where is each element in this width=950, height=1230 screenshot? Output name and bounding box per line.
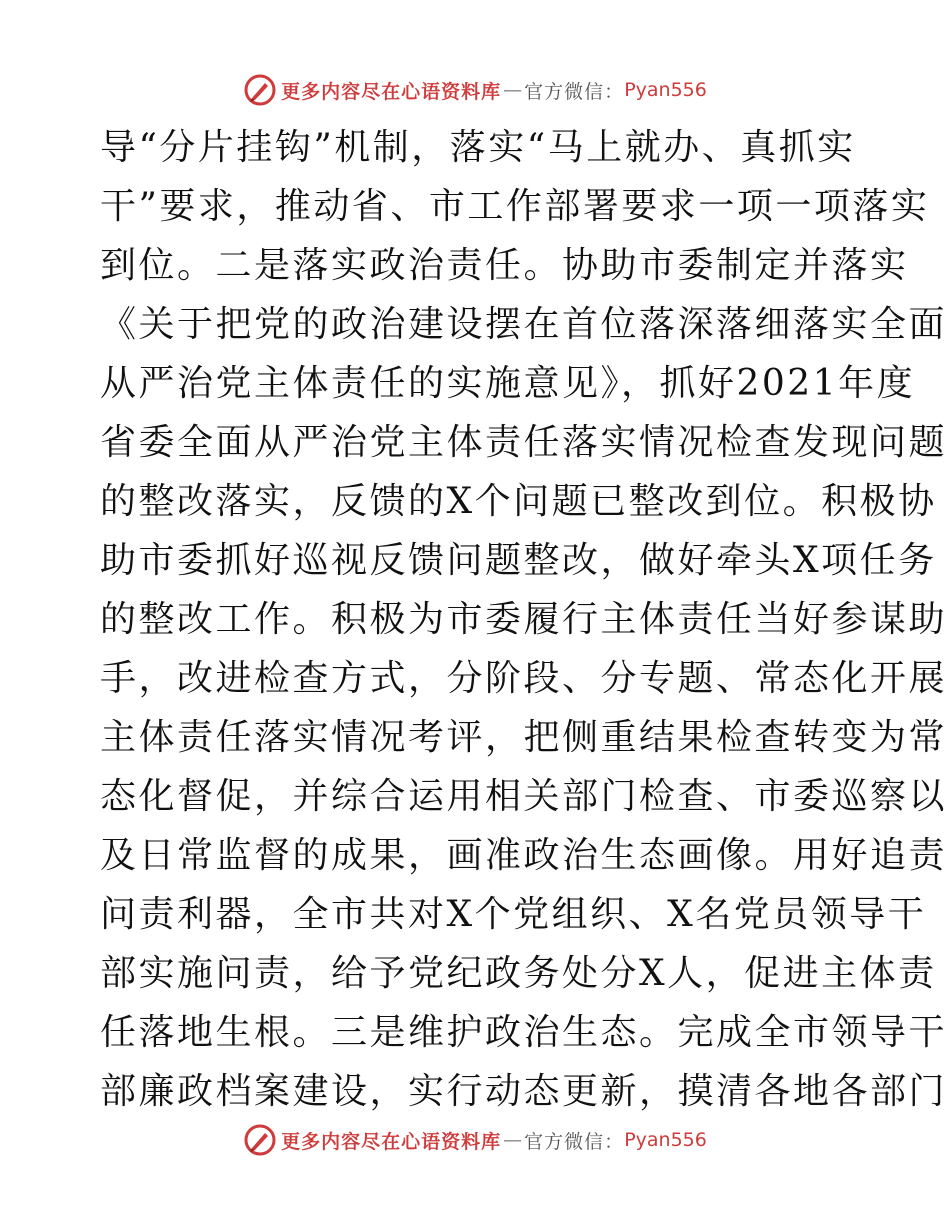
watermark-account: Pyan556 xyxy=(624,79,707,101)
watermark-dash: — xyxy=(503,79,523,101)
footer-watermark xyxy=(0,1118,950,1162)
watermark-official-label: 官方微信： xyxy=(524,80,625,103)
text-line: 部实施问责，给予党纪政务处分X人，促进主体责 xyxy=(100,953,937,994)
text-line: 任落地生根。三是维护政治生态。完成全市领导干 xyxy=(100,1012,948,1053)
watermark-text: 更多内容尽在心语资料库 xyxy=(281,1130,502,1153)
text-line: 部廉政档案建设，实行动态更新，摸清各地各部门 xyxy=(100,1071,948,1112)
text-line: 助市委抓好巡视反馈问题整改，做好牵头X项任务 xyxy=(100,540,937,581)
text-line: 导“分片挂钩”机制，落实“马上就办、真抓实 xyxy=(100,127,856,168)
watermark-official-label: 官方微信： xyxy=(524,1130,625,1153)
text-line: 《关于把党的政治建设摆在首位落深落细落实全面 xyxy=(100,304,948,345)
text-line: 问责利器，全市共对X个党组织、X名党员领导干 xyxy=(100,894,927,935)
watermark-account: Pyan556 xyxy=(624,1129,707,1151)
text-line: 态化督促，并综合运用相关部门检查、市委巡察以 xyxy=(100,776,948,817)
text-line: 主体责任落实情况考评，把侧重结果检查转变为常 xyxy=(100,717,948,758)
pen-logo-icon xyxy=(243,1123,277,1157)
text-line: 干”要求，推动省、市工作部署要求一项一项落实 xyxy=(100,186,930,227)
text-line: 及日常监督的成果，画准政治生态画像。用好追责 xyxy=(100,835,948,876)
watermark-text: 更多内容尽在心语资料库 xyxy=(281,80,502,103)
document-body xyxy=(100,118,948,1121)
text-line: 省委全面从严治党主体责任落实情况检查发现问题 xyxy=(100,422,948,463)
text-line: 手，改进检查方式，分阶段、分专题、常态化开展 xyxy=(100,658,948,699)
text-line: 的整改工作。积极为市委履行主体责任当好参谋助 xyxy=(100,599,948,640)
header-watermark xyxy=(0,68,950,112)
text-line: 从严治党主体责任的实施意见》，抓好2021年度 xyxy=(100,363,916,404)
text-line: 的整改落实，反馈的X个问题已整改到位。积极协 xyxy=(100,481,937,522)
pen-logo-icon xyxy=(243,73,277,107)
text-line: 到位。二是落实政治责任。协助市委制定并落实 xyxy=(100,245,909,286)
watermark-dash: — xyxy=(503,1129,523,1151)
